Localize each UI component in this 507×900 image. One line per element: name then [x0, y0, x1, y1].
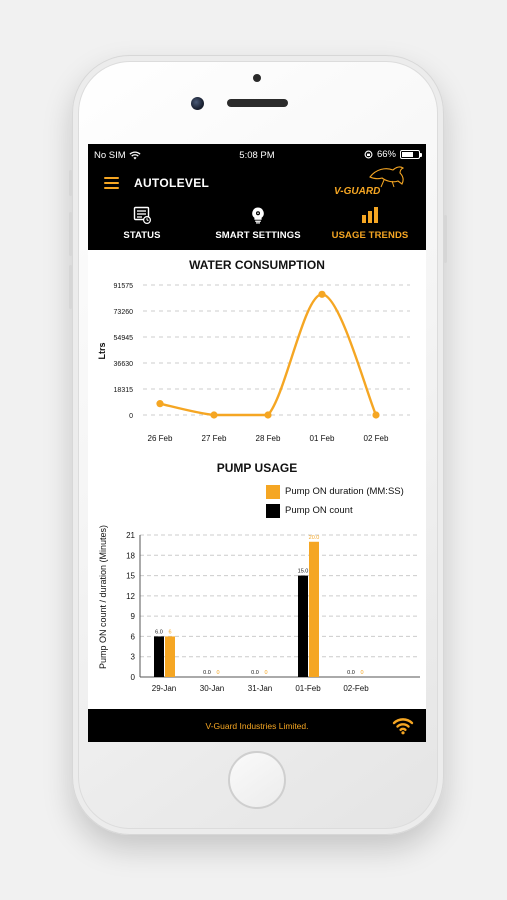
- water-ytick-label: 0: [129, 413, 133, 420]
- rotation-lock-icon: [364, 150, 373, 159]
- tab-usage-trends[interactable]: [328, 202, 412, 250]
- water-ytick-label: 18315: [113, 387, 133, 394]
- water-xtick-label: 27 Feb: [201, 434, 227, 443]
- legend-swatch-duration: [266, 485, 280, 499]
- pump-ytick-label: 18: [126, 551, 135, 561]
- tab-smart-settings[interactable]: [210, 202, 306, 250]
- pump-ylabel: Pump ON count / duration (Minutes): [98, 524, 108, 670]
- front-camera: [191, 97, 204, 110]
- water-data-point: [264, 411, 271, 418]
- footer-bar: [88, 709, 426, 742]
- water-ytick-label: 36630: [113, 361, 133, 368]
- tab-smart-settings-label: SMART SETTINGS: [215, 230, 301, 241]
- water-xtick-label: 01 Feb: [309, 434, 335, 443]
- pump-xtick-label: 02-Feb: [343, 684, 369, 693]
- pump-data-label-duration: 6: [168, 629, 172, 636]
- pump-ytick-label: 6: [130, 632, 135, 642]
- pump-bar-count: [298, 576, 308, 677]
- volume-down-button: [69, 265, 72, 309]
- pump-ytick-label: 9: [130, 612, 135, 622]
- pump-data-label-duration: 0: [216, 670, 220, 676]
- wifi-icon[interactable]: [392, 717, 414, 735]
- power-button: [444, 215, 447, 263]
- pump-legend: [266, 484, 404, 522]
- pump-xtick-label: 30-Jan: [199, 684, 225, 693]
- earpiece-speaker: [227, 99, 288, 107]
- pump-data-label-duration: 0: [360, 670, 364, 676]
- hamburger-menu-icon[interactable]: [104, 177, 119, 188]
- pump-ytick-label: 3: [130, 652, 135, 662]
- water-consumption-chart: [88, 274, 426, 454]
- water-xtick-label: 26 Feb: [147, 434, 173, 443]
- battery-fill: [402, 152, 413, 157]
- pump-usage-chart: [88, 519, 426, 699]
- bulb-icon: [249, 206, 267, 224]
- water-ytick-label: 91575: [113, 283, 133, 290]
- legend-item-count: [266, 503, 404, 518]
- battery-icon: [400, 150, 420, 159]
- water-ylabel: Ltrs: [97, 342, 107, 360]
- pump-data-label-duration: 0: [264, 670, 268, 676]
- app-title: AUTOLEVEL: [134, 176, 210, 190]
- water-data-point: [210, 411, 217, 418]
- tab-status-label: STATUS: [123, 230, 161, 241]
- water-data-point: [318, 291, 325, 298]
- pump-data-label-count: 0.0: [203, 670, 211, 676]
- pump-ytick-label: 21: [126, 531, 135, 540]
- pump-xtick-label: 31-Jan: [247, 684, 273, 693]
- pump-data-label-duration: 20.0: [308, 534, 320, 541]
- footer-text: V-Guard Industries Limited.: [205, 721, 309, 731]
- water-ytick-label: 54945: [113, 335, 133, 342]
- pump-bar-count: [154, 636, 164, 677]
- pump-data-label-count: 6.0: [155, 629, 163, 636]
- battery-group: [364, 149, 420, 160]
- pump-data-label-count: 15.0: [297, 568, 309, 575]
- water-chart-title: WATER CONSUMPTION: [189, 258, 325, 272]
- tab-usage-trends-label: USAGE TRENDS: [331, 230, 409, 241]
- app-screen: [88, 144, 426, 742]
- pump-chart-title: PUMP USAGE: [216, 461, 298, 475]
- water-data-point: [156, 400, 163, 407]
- status-bar: [88, 144, 426, 166]
- sensor-dot: [253, 74, 261, 82]
- tab-status[interactable]: [116, 202, 168, 250]
- mute-switch: [69, 170, 72, 196]
- status-icon: [133, 206, 151, 224]
- logo-text: V-GUARD: [334, 186, 381, 197]
- water-data-point: [372, 411, 379, 418]
- app-bar: [88, 166, 426, 250]
- pump-ytick-label: 0: [130, 673, 135, 682]
- home-button[interactable]: [228, 751, 286, 809]
- vguard-logo: [326, 166, 412, 200]
- pump-ytick-label: 15: [126, 571, 135, 581]
- legend-label-count: Pump ON count: [285, 505, 353, 516]
- bar-chart-icon: [361, 206, 379, 224]
- volume-up-button: [69, 212, 72, 256]
- pump-data-label-count: 0.0: [347, 670, 355, 676]
- pump-xtick-label: 29-Jan: [151, 684, 177, 693]
- pump-ytick-label: 12: [126, 591, 135, 601]
- water-xtick-label: 28 Feb: [255, 434, 281, 443]
- pump-data-label-count: 0.0: [251, 670, 259, 676]
- legend-label-duration: Pump ON duration (MM:SS): [285, 486, 404, 497]
- pump-xtick-label: 01-Feb: [295, 684, 321, 693]
- legend-item-duration: [266, 484, 404, 499]
- battery-percent: 66%: [376, 149, 396, 160]
- water-series-line: [160, 294, 376, 415]
- pump-bar-duration: [165, 636, 175, 677]
- water-xtick-label: 02 Feb: [363, 434, 389, 443]
- water-ytick-label: 73260: [113, 309, 133, 316]
- tab-bar: [88, 202, 426, 250]
- status-time: 5:08 PM: [239, 150, 275, 161]
- pump-bar-duration: [309, 542, 319, 677]
- carrier-label: No SIM: [94, 150, 126, 161]
- legend-swatch-count: [266, 504, 280, 518]
